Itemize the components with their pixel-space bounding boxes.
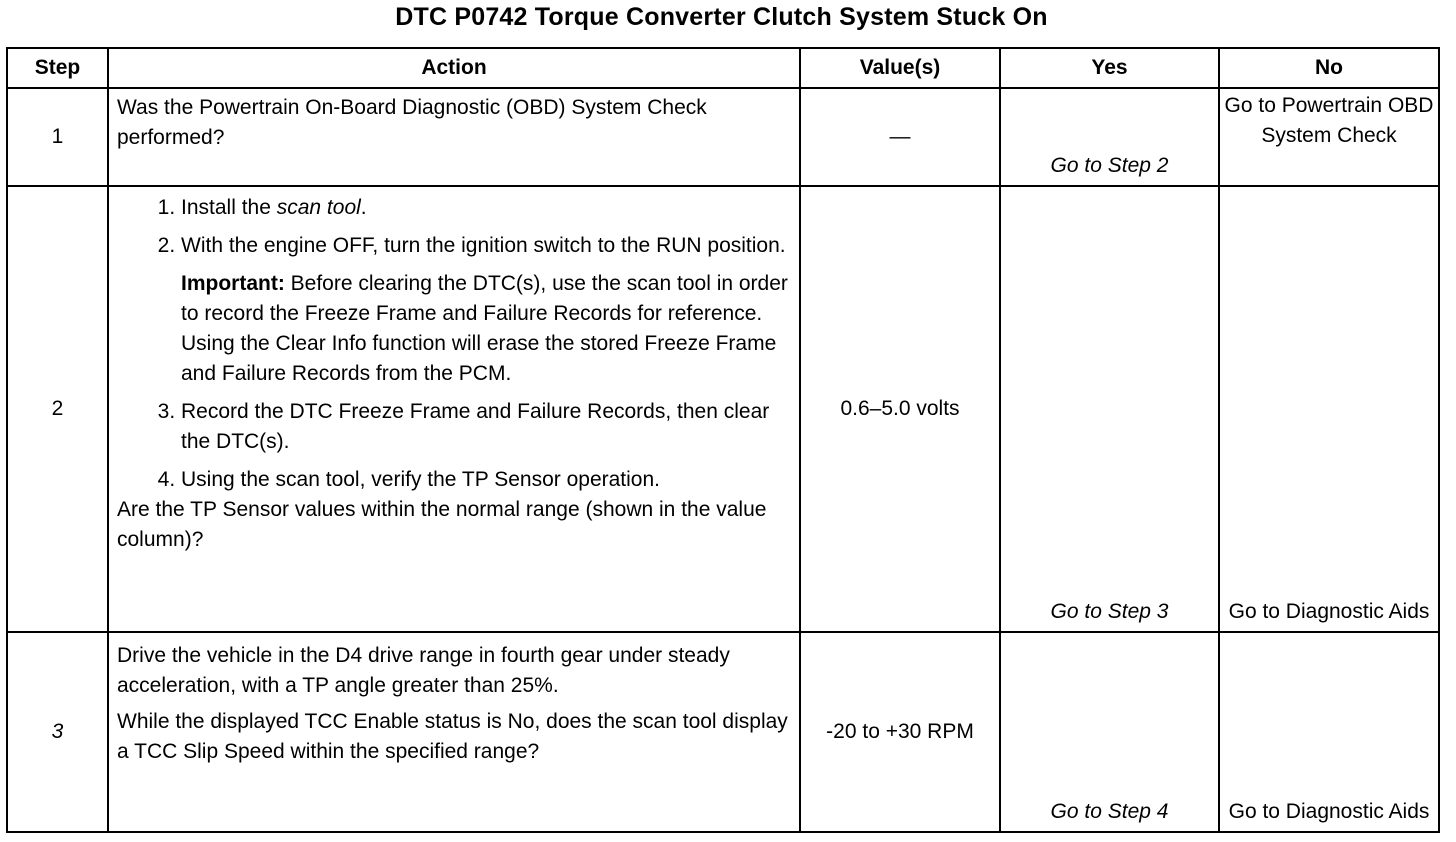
no-cell: Go to Powertrain OBD System Check <box>1219 88 1439 186</box>
header-values: Value(s) <box>800 48 1000 88</box>
no-cell: Go to Diagnostic Aids <box>1219 186 1439 632</box>
header-no: No <box>1219 48 1439 88</box>
scan-tool-term: scan tool <box>276 196 361 219</box>
action-steps-list <box>117 193 791 495</box>
list-item-text: . <box>360 196 367 219</box>
action-cell <box>108 632 800 832</box>
table-row <box>7 632 1439 832</box>
important-note <box>181 269 791 389</box>
list-item-text: Install the <box>181 196 277 219</box>
yes-cell: Go to Step 2 <box>1000 88 1219 186</box>
action-cell <box>108 88 800 186</box>
list-item-text: Using the scan tool, verify the TP Sensor operation. <box>181 468 660 491</box>
action-cell <box>108 186 800 632</box>
table-row <box>7 88 1439 186</box>
header-action: Action <box>108 48 800 88</box>
important-label: Important: <box>181 272 285 295</box>
action-text: Drive the vehicle in the D4 drive range in fourth gear under steady acceleration, with a TP angle greater than 25%. <box>117 644 730 697</box>
list-item <box>181 397 791 457</box>
header-step: Step <box>7 48 108 88</box>
table-row <box>7 186 1439 632</box>
list-item <box>181 231 791 389</box>
value-cell: — <box>800 88 1000 186</box>
diagnostic-table <box>6 47 1440 833</box>
list-item <box>181 193 791 223</box>
yes-cell: Go to Step 4 <box>1000 632 1219 832</box>
list-item-text: With the engine OFF, turn the ignition switch to the RUN position. <box>181 234 786 257</box>
list-item-text: Record the DTC Freeze Frame and Failure Records, then clear the DTC(s). <box>181 400 770 453</box>
header-yes: Yes <box>1000 48 1219 88</box>
action-question: Are the TP Sensor values within the normal range (shown in the value column)? <box>117 498 767 551</box>
step-number: 2 <box>7 186 108 632</box>
list-item <box>181 465 791 495</box>
important-text: Before clearing the DTC(s), use the scan tool in order to record the Freeze Frame and Failure Records for reference. Using the Clear Info function will erase the stored Freeze Frame and Failure Records from the PCM. <box>181 272 788 385</box>
page-title: DTC P0742 Torque Converter Clutch System Stuck On <box>395 3 1048 31</box>
yes-cell: Go to Step 3 <box>1000 186 1219 632</box>
step-number: 1 <box>7 88 108 186</box>
step-number: 3 <box>7 632 108 832</box>
value-cell: 0.6–5.0 volts <box>800 186 1000 632</box>
action-question: While the displayed TCC Enable status is No, does the scan tool display a TCC Slip Speed within the specified range? <box>117 710 788 763</box>
header-row <box>7 48 1439 88</box>
no-cell: Go to Diagnostic Aids <box>1219 632 1439 832</box>
value-cell: -20 to +30 RPM <box>800 632 1000 832</box>
action-text: Was the Powertrain On-Board Diagnostic (OBD) System Check performed? <box>117 96 707 149</box>
